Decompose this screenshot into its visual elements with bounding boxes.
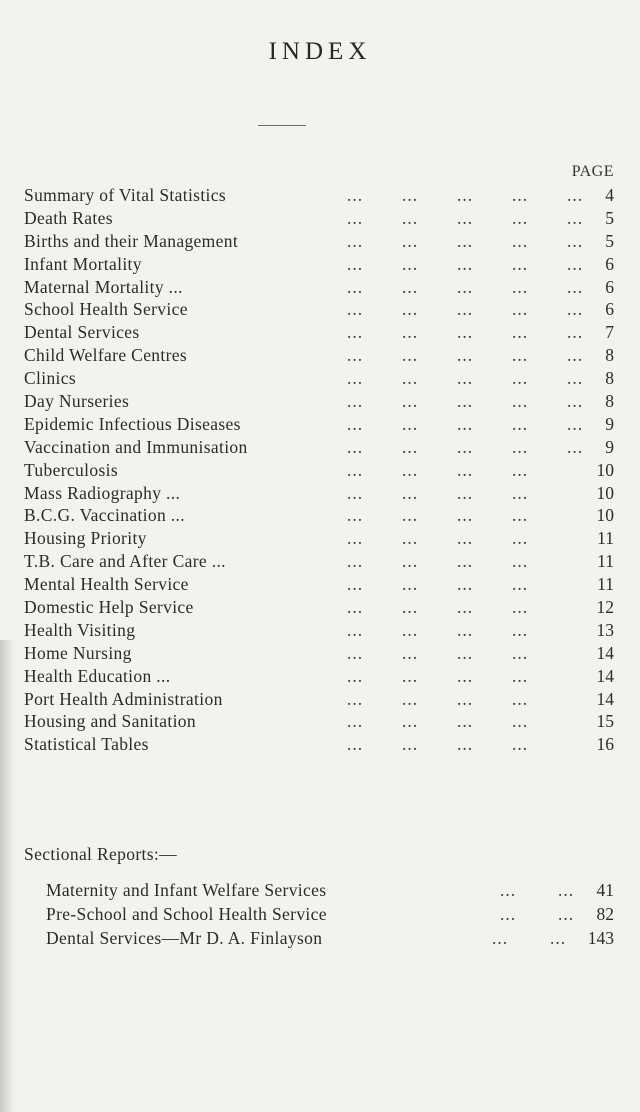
- entry-label: Tuberculosis: [24, 459, 118, 480]
- index-entry: [24, 184, 614, 207]
- index-entry: [24, 550, 614, 573]
- index-entry: [24, 527, 614, 550]
- index-entry: [24, 298, 614, 321]
- leader-dots: ...: [500, 880, 517, 900]
- entry-page-number: 11: [597, 574, 614, 595]
- entry-label: T.B. Care and After Care ...: [24, 551, 226, 572]
- index-entry: [46, 926, 614, 950]
- leader-dots: ...: [457, 734, 474, 755]
- leader-dots: ...: [512, 574, 529, 595]
- leader-dots: ...: [457, 391, 474, 412]
- leader-dots: ...: [402, 711, 419, 732]
- leader-dots: ...: [402, 368, 419, 389]
- entry-page-number: 143: [587, 928, 614, 948]
- entry-label: Housing and Sanitation: [24, 711, 196, 732]
- entry-label: Infant Mortality: [24, 253, 142, 274]
- leader-dots: ...: [402, 734, 419, 755]
- index-entry: [24, 253, 614, 276]
- leader-dots: ...: [402, 505, 419, 526]
- leader-dots: ...: [457, 459, 474, 480]
- entry-label: Day Nurseries: [24, 391, 130, 412]
- entry-page-number: 5: [605, 230, 614, 251]
- index-list: [24, 184, 614, 756]
- leader-dots: ...: [457, 185, 474, 205]
- leader-dots: ...: [512, 551, 529, 572]
- leader-dots: ...: [402, 345, 419, 366]
- leader-dots: ...: [402, 551, 419, 572]
- page-column-header: PAGE: [571, 163, 614, 180]
- leader-dots: ...: [402, 619, 419, 640]
- leader-dots: ...: [512, 322, 529, 343]
- entry-label: Health Education ...: [24, 665, 171, 686]
- leader-dots: ...: [457, 345, 474, 366]
- leader-dots: ...: [457, 322, 474, 343]
- leader-dots: ...: [457, 574, 474, 595]
- entry-page-number: 82: [596, 904, 614, 924]
- entry-page-number: 14: [596, 665, 614, 686]
- entry-label: Vaccination and Immunisation: [24, 436, 248, 457]
- index-entry: [24, 619, 614, 642]
- entry-label: Home Nursing: [24, 642, 132, 663]
- leader-dots: ...: [500, 904, 517, 924]
- leader-dots: ...: [512, 413, 529, 434]
- leader-dots: ...: [347, 688, 364, 709]
- leader-dots: ...: [457, 505, 474, 526]
- leader-dots: ...: [347, 253, 364, 274]
- entry-label: Pre-School and School Health Service: [46, 904, 327, 924]
- leader-dots: ...: [567, 276, 584, 297]
- entry-label: Maternity and Infant Welfare Services: [46, 880, 327, 900]
- leader-dots: ...: [347, 436, 364, 457]
- entry-label: Maternal Mortality ...: [24, 276, 183, 297]
- leader-dots: ...: [457, 711, 474, 732]
- leader-dots: ...: [457, 482, 474, 503]
- entry-page-number: 41: [596, 880, 614, 900]
- leader-dots: ...: [402, 391, 419, 412]
- leader-dots: ...: [457, 276, 474, 297]
- leader-dots: ...: [347, 574, 364, 595]
- index-entry: [24, 344, 614, 367]
- leader-dots: ...: [512, 734, 529, 755]
- entry-label: School Health Service: [24, 299, 188, 320]
- entry-page-number: 10: [596, 482, 614, 503]
- leader-dots: ...: [512, 368, 529, 389]
- leader-dots: ...: [347, 322, 364, 343]
- leader-dots: ...: [567, 391, 584, 412]
- leader-dots: ...: [512, 665, 529, 686]
- entry-page-number: 6: [605, 276, 614, 297]
- leader-dots: ...: [457, 207, 474, 228]
- leader-dots: ...: [457, 230, 474, 251]
- entry-page-number: 14: [596, 688, 614, 709]
- index-entry: [24, 207, 614, 230]
- leader-dots: ...: [567, 368, 584, 389]
- index-entry: [24, 276, 614, 299]
- entry-page-number: 7: [605, 322, 614, 343]
- leader-dots: ...: [512, 505, 529, 526]
- leader-dots: ...: [457, 665, 474, 686]
- leader-dots: ...: [402, 482, 419, 503]
- entry-page-number: 14: [596, 642, 614, 663]
- leader-dots: ...: [567, 436, 584, 457]
- leader-dots: ...: [457, 253, 474, 274]
- leader-dots: ...: [567, 345, 584, 366]
- entry-page-number: 5: [605, 207, 614, 228]
- leader-dots: ...: [567, 185, 584, 205]
- leader-dots: ...: [347, 185, 364, 205]
- leader-dots: ...: [347, 551, 364, 572]
- entry-label: Epidemic Infectious Diseases: [24, 413, 241, 434]
- leader-dots: ...: [347, 230, 364, 251]
- entry-label: Port Health Administration: [24, 688, 223, 709]
- leader-dots: ...: [567, 230, 584, 251]
- leader-dots: ...: [347, 734, 364, 755]
- leader-dots: ...: [347, 368, 364, 389]
- leader-dots: ...: [512, 207, 529, 228]
- entry-page-number: 16: [596, 734, 614, 755]
- index-entry: [24, 504, 614, 527]
- entry-label: Statistical Tables: [24, 734, 149, 755]
- leader-dots: ...: [347, 482, 364, 503]
- leader-dots: ...: [512, 185, 529, 205]
- entry-page-number: 6: [605, 299, 614, 320]
- leader-dots: ...: [402, 253, 419, 274]
- leader-dots: ...: [402, 459, 419, 480]
- leader-dots: ...: [512, 688, 529, 709]
- sectional-reports-list: [46, 878, 614, 950]
- leader-dots: ...: [512, 299, 529, 320]
- leader-dots: ...: [457, 551, 474, 572]
- leader-dots: ...: [550, 928, 567, 948]
- entry-label: Death Rates: [24, 207, 113, 228]
- leader-dots: ...: [512, 482, 529, 503]
- leader-dots: ...: [347, 459, 364, 480]
- entry-page-number: 6: [605, 253, 614, 274]
- leader-dots: ...: [402, 574, 419, 595]
- leader-dots: ...: [347, 207, 364, 228]
- index-entry: [24, 436, 614, 459]
- index-entry: [24, 688, 614, 711]
- leader-dots: ...: [402, 597, 419, 618]
- leader-dots: ...: [402, 185, 419, 205]
- entry-page-number: 9: [605, 413, 614, 434]
- leader-dots: ...: [457, 436, 474, 457]
- leader-dots: ...: [402, 322, 419, 343]
- leader-dots: ...: [402, 688, 419, 709]
- entry-label: Mental Health Service: [24, 574, 189, 595]
- leader-dots: ...: [512, 642, 529, 663]
- entry-label: Summary of Vital Statistics: [24, 185, 227, 205]
- leader-dots: ...: [558, 880, 575, 900]
- entry-label: Child Welfare Centres: [24, 345, 188, 366]
- leader-dots: ...: [457, 368, 474, 389]
- leader-dots: ...: [347, 345, 364, 366]
- index-entry: [24, 733, 614, 756]
- entry-page-number: 11: [597, 528, 614, 549]
- entry-label: B.C.G. Vaccination ...: [24, 505, 185, 526]
- leader-dots: ...: [512, 436, 529, 457]
- entry-page-number: 9: [605, 436, 614, 457]
- leader-dots: ...: [347, 711, 364, 732]
- leader-dots: ...: [512, 619, 529, 640]
- leader-dots: ...: [402, 642, 419, 663]
- entry-label: Clinics: [24, 368, 77, 389]
- leader-dots: ...: [457, 299, 474, 320]
- leader-dots: ...: [567, 299, 584, 320]
- index-entry: [24, 230, 614, 253]
- leader-dots: ...: [567, 322, 584, 343]
- entry-page-number: 10: [596, 505, 614, 526]
- entry-page-number: 15: [596, 711, 614, 732]
- leader-dots: ...: [512, 391, 529, 412]
- leader-dots: ...: [347, 597, 364, 618]
- leader-dots: ...: [457, 528, 474, 549]
- leader-dots: ...: [567, 413, 584, 434]
- leader-dots: ...: [402, 413, 419, 434]
- entry-label: Domestic Help Service: [24, 597, 194, 618]
- leader-dots: ...: [492, 928, 509, 948]
- leader-dots: ...: [558, 904, 575, 924]
- entry-page-number: 8: [605, 391, 614, 412]
- leader-dots: ...: [512, 230, 529, 251]
- entry-page-number: 11: [597, 551, 614, 572]
- leader-dots: ...: [347, 391, 364, 412]
- index-entry: [24, 642, 614, 665]
- leader-dots: ...: [512, 345, 529, 366]
- dot-leaders: [24, 367, 614, 390]
- leader-dots: ...: [347, 276, 364, 297]
- leader-dots: ...: [402, 230, 419, 251]
- leader-dots: ...: [512, 528, 529, 549]
- index-entry: [24, 710, 614, 733]
- index-entry: [24, 665, 614, 688]
- leader-dots: ...: [347, 413, 364, 434]
- index-entry: [46, 902, 614, 926]
- leader-dots: ...: [457, 642, 474, 663]
- leader-dots: ...: [402, 528, 419, 549]
- index-entry: [24, 367, 614, 390]
- leader-dots: ...: [347, 642, 364, 663]
- entry-page-number: 8: [605, 345, 614, 366]
- leader-dots: ...: [402, 207, 419, 228]
- leader-dots: ...: [567, 207, 584, 228]
- index-entry: [24, 482, 614, 505]
- page-gutter-shadow: [0, 640, 14, 1112]
- leader-dots: ...: [347, 299, 364, 320]
- entry-label: Mass Radiography ...: [24, 482, 181, 503]
- index-entry: [24, 321, 614, 344]
- entry-page-number: 13: [596, 619, 614, 640]
- sectional-reports-heading: Sectional Reports:—: [24, 844, 177, 864]
- leader-dots: ...: [512, 597, 529, 618]
- leader-dots: ...: [567, 253, 584, 274]
- index-entry: [24, 573, 614, 596]
- entry-label: Dental Services: [24, 322, 140, 343]
- index-entry: [46, 878, 614, 902]
- leader-dots: ...: [512, 253, 529, 274]
- leader-dots: ...: [512, 459, 529, 480]
- leader-dots: ...: [457, 688, 474, 709]
- index-entry: [24, 596, 614, 619]
- leader-dots: ...: [512, 276, 529, 297]
- leader-dots: ...: [402, 436, 419, 457]
- leader-dots: ...: [402, 276, 419, 297]
- leader-dots: ...: [457, 619, 474, 640]
- index-entry: [24, 459, 614, 482]
- entry-label: Dental Services—Mr D. A. Finlayson: [46, 928, 323, 948]
- entry-label: Housing Priority: [24, 528, 147, 549]
- leader-dots: ...: [347, 528, 364, 549]
- leader-dots: ...: [457, 597, 474, 618]
- leader-dots: ...: [402, 299, 419, 320]
- leader-dots: ...: [347, 505, 364, 526]
- leader-dots: ...: [347, 665, 364, 686]
- leader-dots: ...: [512, 711, 529, 732]
- entry-page-number: 8: [605, 368, 614, 389]
- page-title: INDEX: [268, 38, 372, 65]
- entry-page-number: 12: [596, 597, 614, 618]
- index-entry: [24, 413, 614, 436]
- entry-page-number: 10: [596, 459, 614, 480]
- entry-label: Births and their Management: [24, 230, 239, 251]
- index-entry: [24, 390, 614, 413]
- entry-label: Health Visiting: [24, 619, 136, 640]
- entry-page-number: 4: [605, 185, 614, 205]
- leader-dots: ...: [402, 665, 419, 686]
- leader-dots: ...: [457, 413, 474, 434]
- bleed-through-rule: [258, 125, 306, 126]
- leader-dots: ...: [347, 619, 364, 640]
